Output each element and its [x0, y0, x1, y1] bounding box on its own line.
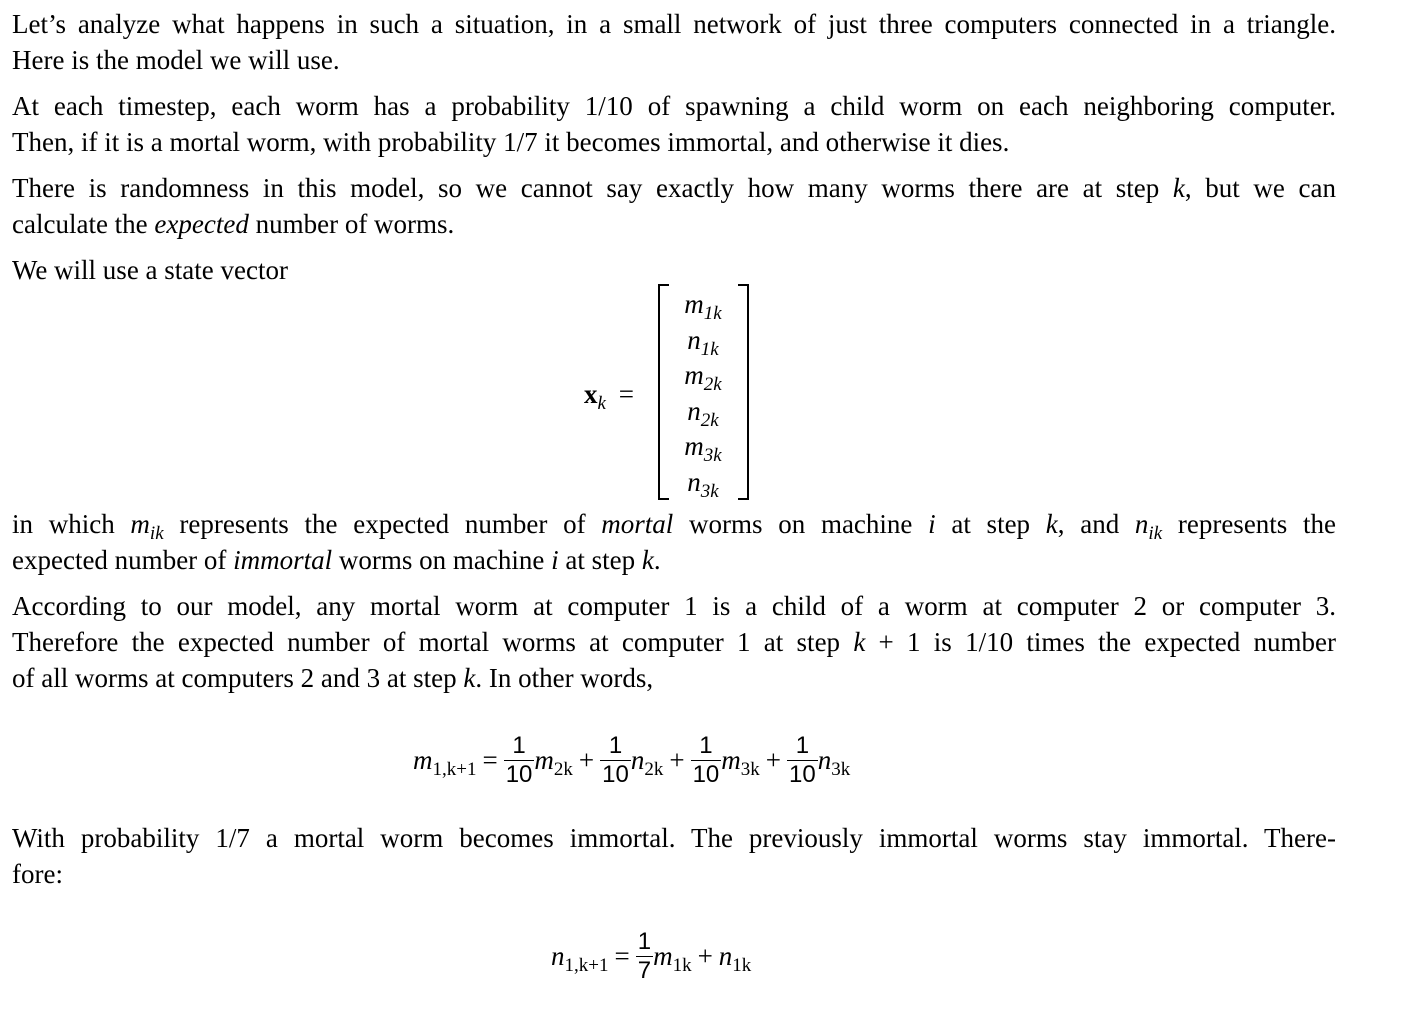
definitions-line-1 — [12, 506, 1336, 542]
paragraph-model — [12, 88, 1336, 160]
text-run: 1 is 1/10 times the expected number — [907, 627, 1336, 657]
definitions-line-2 — [12, 545, 661, 575]
text-run: represents the — [1162, 509, 1337, 539]
paragraph-model-reasoning — [12, 588, 1336, 696]
text-run: expected number of — [12, 545, 234, 575]
paragraph-intro — [12, 6, 1336, 78]
equation-term — [721, 744, 760, 780]
math-k: k — [1172, 173, 1185, 203]
fraction — [504, 732, 535, 789]
plus-sign: + — [669, 744, 685, 775]
math-k: k — [1045, 509, 1058, 539]
plus-sign: + — [765, 744, 782, 775]
text-run: . — [653, 545, 661, 575]
math-i: i — [928, 509, 936, 539]
text-run: There is randomness in this model, so we cannot say exactly how many worms there are at step — [12, 173, 1173, 203]
fraction-numerator: 1 — [504, 732, 535, 761]
document-body-2 — [12, 506, 1336, 706]
text-run: at step — [558, 545, 642, 575]
fraction — [600, 732, 631, 789]
text-run: . In other words, — [475, 663, 654, 693]
emphasis-expected: expected — [154, 209, 249, 239]
fraction-numerator: 1 — [691, 732, 722, 761]
text-run: Therefore the expected number of mortal worms at computer 1 at step — [12, 627, 854, 657]
fraction-numerator: 1 — [637, 928, 652, 955]
plus-sign: + — [578, 744, 595, 775]
randomness-line-1 — [12, 170, 1336, 206]
equals-sign: = — [614, 940, 630, 971]
equation-lhs — [551, 940, 609, 976]
math-k: k — [853, 627, 866, 657]
right-bracket — [738, 284, 749, 500]
paragraph-definitions — [12, 506, 1336, 578]
plus-sign: + — [865, 627, 908, 657]
math-variable: n — [630, 744, 645, 775]
fraction-denominator: 10 — [789, 761, 816, 788]
equals-sign: = — [618, 379, 634, 409]
math-k: k — [641, 545, 654, 575]
math-variable: n — [687, 395, 701, 426]
paragraph-state-vector: We will use a state vector — [12, 255, 288, 285]
math-subscript: 2k — [700, 409, 719, 431]
text-run: , and — [1057, 509, 1135, 539]
matrix-entry — [666, 465, 740, 501]
reasoning-line-2 — [12, 624, 1336, 660]
matrix-entry — [666, 358, 740, 394]
math-variable: m — [684, 431, 704, 461]
math-i: i — [551, 545, 559, 575]
matrix-entry — [666, 323, 740, 359]
math-variable: n — [551, 940, 565, 971]
reasoning-line-1: According to our model, any mortal worm at computer 1 is a child of a worm at computer 2 or computer 3. — [12, 591, 1336, 621]
fraction-denominator: 7 — [637, 957, 652, 984]
model-line-1: At each timestep, each worm has a probability 1/10 of spawning a child worm on each neighboring computer. — [12, 91, 1336, 121]
reasoning-line-3 — [12, 663, 653, 693]
math-variable: n — [687, 324, 701, 355]
matrix-column — [666, 287, 740, 500]
math-variable: m — [684, 289, 704, 319]
fraction — [787, 732, 818, 789]
text-run: at step — [935, 509, 1046, 539]
matrix-entry — [666, 287, 740, 323]
paragraph-immortal — [12, 820, 1336, 892]
math-subscript: 2k — [703, 374, 722, 395]
emphasis-mortal: mortal — [601, 509, 674, 539]
math-subscript: 2k — [644, 758, 664, 780]
math-variable: m — [721, 744, 741, 775]
paragraph-randomness — [12, 170, 1336, 242]
fraction-denominator: 10 — [602, 761, 629, 788]
math-subscript: 3k — [703, 445, 722, 466]
model-line-2: Then, if it is a mortal worm, with probability 1/7 it becomes immortal, and otherwise it dies. — [12, 127, 1010, 157]
math-variable: m — [413, 744, 433, 775]
text-run: worms on machine — [332, 545, 552, 575]
subscript-k: k — [597, 393, 606, 414]
text-run: calculate the — [12, 209, 155, 239]
math-subscript: 1k — [700, 338, 719, 360]
intro-line-1: Let’s analyze what happens in such a situation, in a small network of just three computers connected in a triangle. — [12, 9, 1336, 39]
fraction-denominator: 10 — [505, 761, 533, 788]
text-run: worms on machine — [673, 509, 929, 539]
text-run: in which — [12, 509, 131, 539]
equals-sign: = — [482, 744, 498, 775]
math-subscript: 1,k+1 — [432, 758, 477, 780]
subscript-ik: ik — [1148, 523, 1163, 544]
text-run: , but we can — [1184, 173, 1336, 203]
randomness-line-2 — [12, 209, 454, 239]
fraction-numerator: 1 — [787, 732, 818, 761]
math-variable: m — [653, 940, 673, 971]
math-subscript: 1k — [732, 954, 752, 976]
immortal-line-2: fore: — [12, 859, 63, 889]
math-variable: n — [817, 744, 832, 775]
state-vector-lhs — [584, 376, 634, 412]
math-variable: m — [534, 744, 554, 775]
equation-term — [534, 744, 573, 780]
equation-term — [653, 940, 692, 976]
math-subscript: 3k — [831, 758, 851, 780]
matrix-entry — [666, 429, 740, 465]
text-run: number of worms. — [248, 209, 455, 239]
plus-sign: + — [697, 940, 713, 971]
matrix-entry — [666, 394, 740, 430]
math-variable: m — [684, 360, 704, 390]
fraction — [636, 928, 653, 985]
equation-term — [817, 744, 851, 780]
document-body-3 — [12, 820, 1336, 902]
math-subscript: 1k — [672, 954, 692, 976]
math-subscript: 2k — [553, 758, 573, 780]
math-subscript: 3k — [740, 758, 760, 780]
math-m: m — [130, 509, 150, 539]
math-subscript: 1k — [703, 303, 722, 324]
equation-immortal-update — [551, 930, 751, 987]
math-n: n — [1134, 509, 1149, 539]
fraction-denominator: 10 — [692, 761, 720, 788]
equation-mortal-update — [413, 734, 850, 791]
math-subscript: 3k — [700, 480, 719, 502]
intro-line-2: Here is the model we will use. — [12, 45, 340, 75]
immortal-line-1: With probability 1/7 a mortal worm becomes immortal. The previously immortal worms stay immortal. There- — [12, 823, 1336, 853]
text-run: of all worms at computers 2 and 3 at step — [12, 663, 464, 693]
fraction-numerator: 1 — [600, 732, 631, 761]
text-run: represents the expected number of — [163, 509, 602, 539]
math-variable: n — [718, 940, 733, 971]
equation-term — [630, 744, 664, 780]
subscript-ik: ik — [149, 523, 164, 544]
math-k: k — [463, 663, 476, 693]
math-variable: n — [687, 466, 701, 497]
equation-lhs — [413, 744, 477, 780]
bold-x: x — [584, 379, 598, 409]
emphasis-immortal: immortal — [233, 545, 333, 575]
math-subscript: 1,k+1 — [564, 954, 609, 976]
document-body — [12, 6, 1336, 298]
fraction — [691, 732, 722, 789]
equation-term — [718, 940, 752, 976]
